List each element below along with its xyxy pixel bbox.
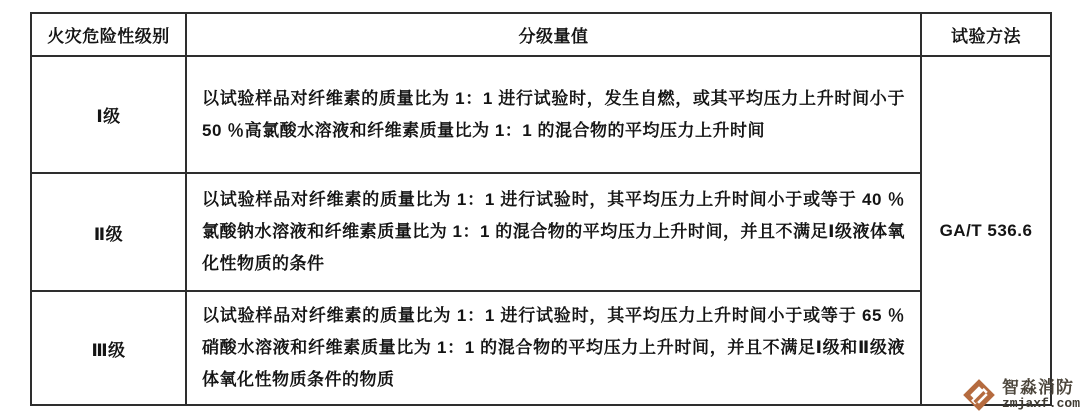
header-test-method: 试验方法 [921, 13, 1051, 56]
table-row [31, 173, 1051, 291]
watermark-site: zmjaxf.com [1001, 396, 1080, 412]
level-cell-1: Ⅰ级 [31, 56, 186, 173]
watermark [960, 376, 1080, 414]
table-row [31, 291, 1051, 405]
table-header-row [31, 13, 1051, 56]
criteria-cell-2: 以试验样品对纤维素的质量比为 1：1 进行试验时，其平均压力上升时间小于或等于 40 ％氯酸钠水溶液和纤维素质量比为 1：1 的混合物的平均压力上升时间，并且不满足Ⅰ级液体氧化性物质的条件 [186, 173, 921, 291]
criteria-cell-1: 以试验样品对纤维素的质量比为 1：1 进行试验时，发生自燃，或其平均压力上升时间小于 50 ％高氯酸水溶液和纤维素质量比为 1：1 的混合物的平均压力上升时间 [186, 56, 921, 173]
header-hazard-level: 火灾危险性级别 [31, 13, 186, 56]
fire-hazard-classification-table [30, 12, 1052, 406]
level-cell-2: Ⅱ级 [31, 173, 186, 291]
criteria-cell-3: 以试验样品对纤维素的质量比为 1：1 进行试验时，其平均压力上升时间小于或等于 65 ％硝酸水溶液和纤维素质量比为 1：1 的混合物的平均压力上升时间，并且不满足Ⅰ级和Ⅱ级液体氧化性物质条件的物质 [186, 291, 921, 405]
table-row [31, 56, 1051, 173]
header-grading-value: 分级量值 [186, 13, 921, 56]
zhimiao-logo-icon [960, 376, 998, 414]
watermark-brand: 智淼消防 [1001, 378, 1074, 398]
test-method-cell: GA/T 536.6 [921, 56, 1051, 405]
level-cell-3: Ⅲ级 [31, 291, 186, 405]
